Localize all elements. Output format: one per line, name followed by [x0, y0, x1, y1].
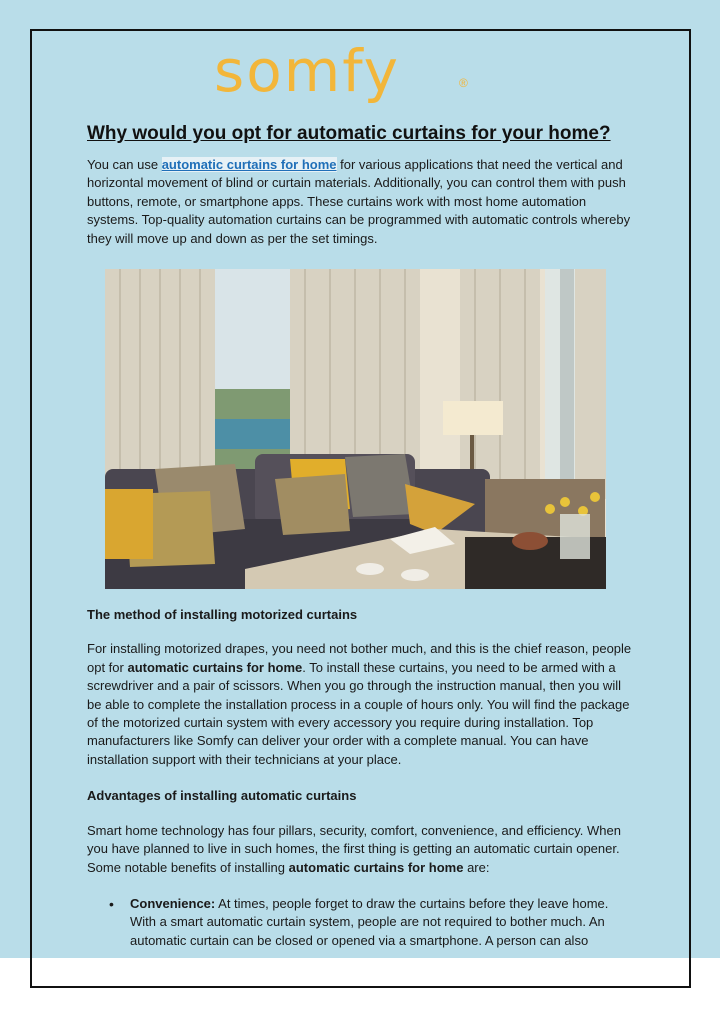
- intro-paragraph: [87, 156, 633, 248]
- logo-text: somfy: [214, 37, 400, 105]
- advantages-paragraph: [87, 822, 633, 877]
- page-title: Why would you opt for automatic curtains for your home?: [87, 123, 611, 144]
- benefit-text: At times, people forget to draw the curtains before they leave home. With a smart automatic curtain system, people are not required to bother much. An automatic curtain can be closed or opened via a smartphone. A person can also: [130, 895, 609, 948]
- somfy-logo: [214, 37, 476, 108]
- advantages-text-start: Smart home technology has four pillars, security, comfort, convenience, and efficiency. When you have planned to live in such homes, the first thing is getting an automatic curtain opener. Some notable benefits of installing: [87, 822, 621, 875]
- advantages-text-end: are:: [463, 859, 490, 875]
- article-body: [87, 122, 633, 950]
- method-text-end: . To install these curtains, you need to be armed with a screwdriver and a pair of scissors. When you go through the instruction manual, then you will be able to complete the installation process in a couple of hours only. You will find the package of the motorized curtain system with every accessory you require during installation. Top manufacturers like Somfy can deliver your order with a complete manual. You can have installation support with their technicians at your place.: [87, 659, 630, 767]
- automatic-curtains-link[interactable]: automatic curtains for home: [161, 157, 337, 172]
- intro-text-end: for various applications that need the vertical and horizontal movement of blind or curtain materials. Additionally, you can control them with push buttons, remote, or smartphone apps. These curtains work with most home automation systems. Top-quality automation curtains can be programmed with automatic controls whereby they will move up and down as per the set timings.: [87, 157, 631, 246]
- list-item: [105, 895, 633, 950]
- method-text-start: For installing motorized drapes, you need not bother much, and this is the chief reason, people opt for: [87, 641, 632, 675]
- intro-text-start: You can use: [87, 157, 162, 172]
- method-heading: The method of installing motorized curtains: [87, 607, 358, 623]
- benefits-list: [105, 895, 633, 950]
- method-keyword: automatic curtains for home: [127, 659, 303, 675]
- advantages-heading: Advantages of installing automatic curtains: [87, 788, 357, 804]
- image-spacer: [87, 266, 633, 606]
- benefit-label: Convenience:: [130, 895, 216, 911]
- advantages-keyword: automatic curtains for home: [288, 859, 464, 875]
- registered-mark: ®: [459, 76, 468, 90]
- method-paragraph: [87, 640, 633, 769]
